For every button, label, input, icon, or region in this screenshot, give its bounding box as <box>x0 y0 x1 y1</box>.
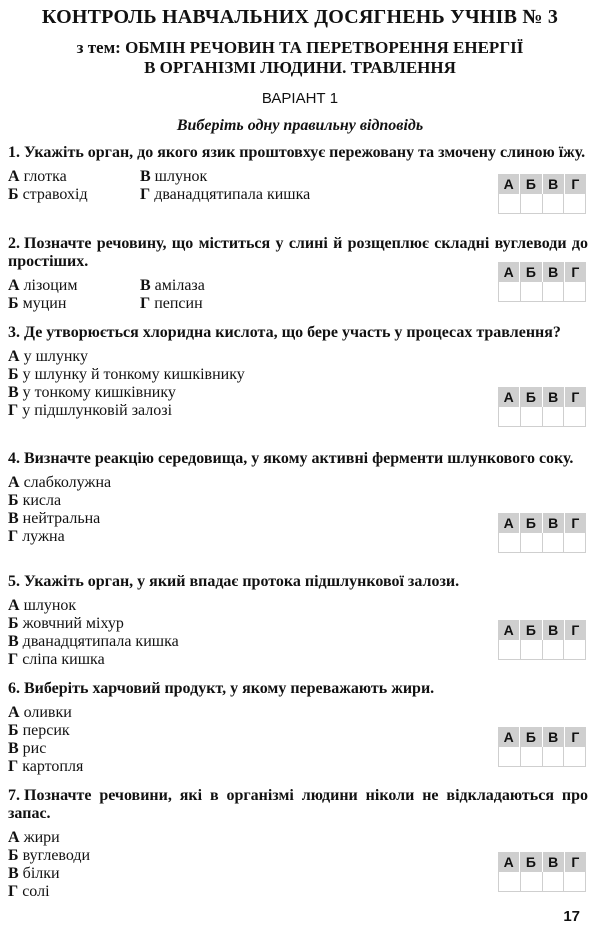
topic-line-1: ОБМІН РЕЧОВИН ТА ПЕРЕТВОРЕННЯ ЕНЕРГІЇ <box>125 38 524 57</box>
answer-grid[interactable]: А Б В Г <box>498 513 586 553</box>
answer-cell[interactable] <box>564 533 585 552</box>
page-title: КОНТРОЛЬ НАВЧАЛЬНИХ ДОСЯГНЕНЬ УЧНІВ № 3 <box>41 6 559 28</box>
answer-cell[interactable] <box>499 872 521 891</box>
answer-cell[interactable] <box>521 194 543 213</box>
question-text: 2. Позначте речовину, що міститься у слині й розщеплює складні вуглеводи до простіших. <box>8 235 588 270</box>
option: Б жовчний міхур <box>8 615 124 632</box>
option: Б стравохід <box>8 186 88 203</box>
answer-cell[interactable] <box>564 640 585 659</box>
answer-cell[interactable] <box>499 282 521 301</box>
answer-cell[interactable] <box>564 872 585 891</box>
option: Г лужна <box>8 528 65 545</box>
answer-cell[interactable] <box>543 640 565 659</box>
option: А оливки <box>8 704 72 721</box>
option: А глотка <box>8 168 67 185</box>
option: В шлунок <box>140 168 208 185</box>
answer-grid[interactable]: А Б В Г <box>498 852 586 892</box>
answer-cell[interactable] <box>499 194 521 213</box>
option: Г картопля <box>8 758 84 775</box>
option: Г сліпа кишка <box>8 651 105 668</box>
option: А у шлунку <box>8 348 88 365</box>
question-text: 5. Укажіть орган, у який впадає протока підшлункової залози. <box>8 573 460 590</box>
answer-cell[interactable] <box>564 194 585 213</box>
answer-grid[interactable]: А Б В Г <box>498 620 586 660</box>
page-number: 17 <box>563 908 580 925</box>
topic-heading <box>30 38 570 78</box>
question-text: 3. Де утворюється хлоридна кислота, що бере участь у процесах травлення? <box>8 324 561 341</box>
answer-cell[interactable] <box>499 747 521 766</box>
option: В амілаза <box>140 277 205 294</box>
option: В дванадцятипала кишка <box>8 633 179 650</box>
topic-line-2: В ОРГАНІЗМІ ЛЮДИНИ. ТРАВЛЕННЯ <box>144 58 456 77</box>
answer-cell[interactable] <box>521 872 543 891</box>
answer-cell[interactable] <box>521 533 543 552</box>
answer-cell[interactable] <box>521 640 543 659</box>
option: Б кисла <box>8 492 62 509</box>
answer-cell[interactable] <box>499 533 521 552</box>
option: В нейтральна <box>8 510 101 527</box>
variant-label: ВАРІАНТ 1 <box>261 90 339 107</box>
option: В білки <box>8 865 60 882</box>
option: В рис <box>8 740 47 757</box>
answer-cell[interactable] <box>564 747 585 766</box>
option: А слабколужна <box>8 474 112 491</box>
answer-cell[interactable] <box>499 407 521 426</box>
question-text: 6. Виберіть харчовий продукт, у якому переважають жири. <box>8 680 435 697</box>
answer-cell[interactable] <box>543 747 565 766</box>
answer-grid[interactable]: А Б В Г <box>498 387 586 427</box>
answer-cell[interactable] <box>543 872 565 891</box>
answer-cell[interactable] <box>564 407 585 426</box>
answer-grid[interactable]: А Б В Г <box>498 727 586 767</box>
answer-cell[interactable] <box>521 747 543 766</box>
answer-cell[interactable] <box>521 407 543 426</box>
option: Г солі <box>8 883 50 900</box>
question-text: 4. Визначте реакцію середовища, у якому активні ферменти шлункового соку. <box>8 450 574 467</box>
topic-prefix: з тем: <box>76 38 121 57</box>
answer-cell[interactable] <box>543 194 565 213</box>
answer-grid[interactable]: А Б В Г <box>498 174 586 214</box>
option: Б у шлунку й тонкому кишківнику <box>8 366 245 383</box>
option: Г у підшлунковій залозі <box>8 402 173 419</box>
option: Г пепсин <box>140 295 203 312</box>
answer-cell[interactable] <box>564 282 585 301</box>
option: А шлунок <box>8 597 77 614</box>
question-text: 1. Укажіть орган, до якого язик проштовхує пережовану та змочену слиною їжу. <box>8 144 586 161</box>
answer-grid[interactable]: А Б В Г <box>498 262 586 302</box>
instruction: Виберіть одну правильну відповідь <box>176 117 424 134</box>
answer-cell[interactable] <box>543 533 565 552</box>
answer-cell[interactable] <box>543 282 565 301</box>
answer-cell[interactable] <box>499 640 521 659</box>
option: Б муцин <box>8 295 67 312</box>
option: А лізоцим <box>8 277 78 294</box>
question-text: 7. Позначте речовини, які в організмі людини ніколи не відкладаються про запас. <box>8 787 588 822</box>
option: Б вуглеводи <box>8 847 91 864</box>
option: Г дванадцятипала кишка <box>140 186 311 203</box>
option: А жири <box>8 829 60 846</box>
answer-cell[interactable] <box>543 407 565 426</box>
option: Б персик <box>8 722 70 739</box>
answer-cell[interactable] <box>521 282 543 301</box>
option: В у тонкому кишківнику <box>8 384 176 401</box>
